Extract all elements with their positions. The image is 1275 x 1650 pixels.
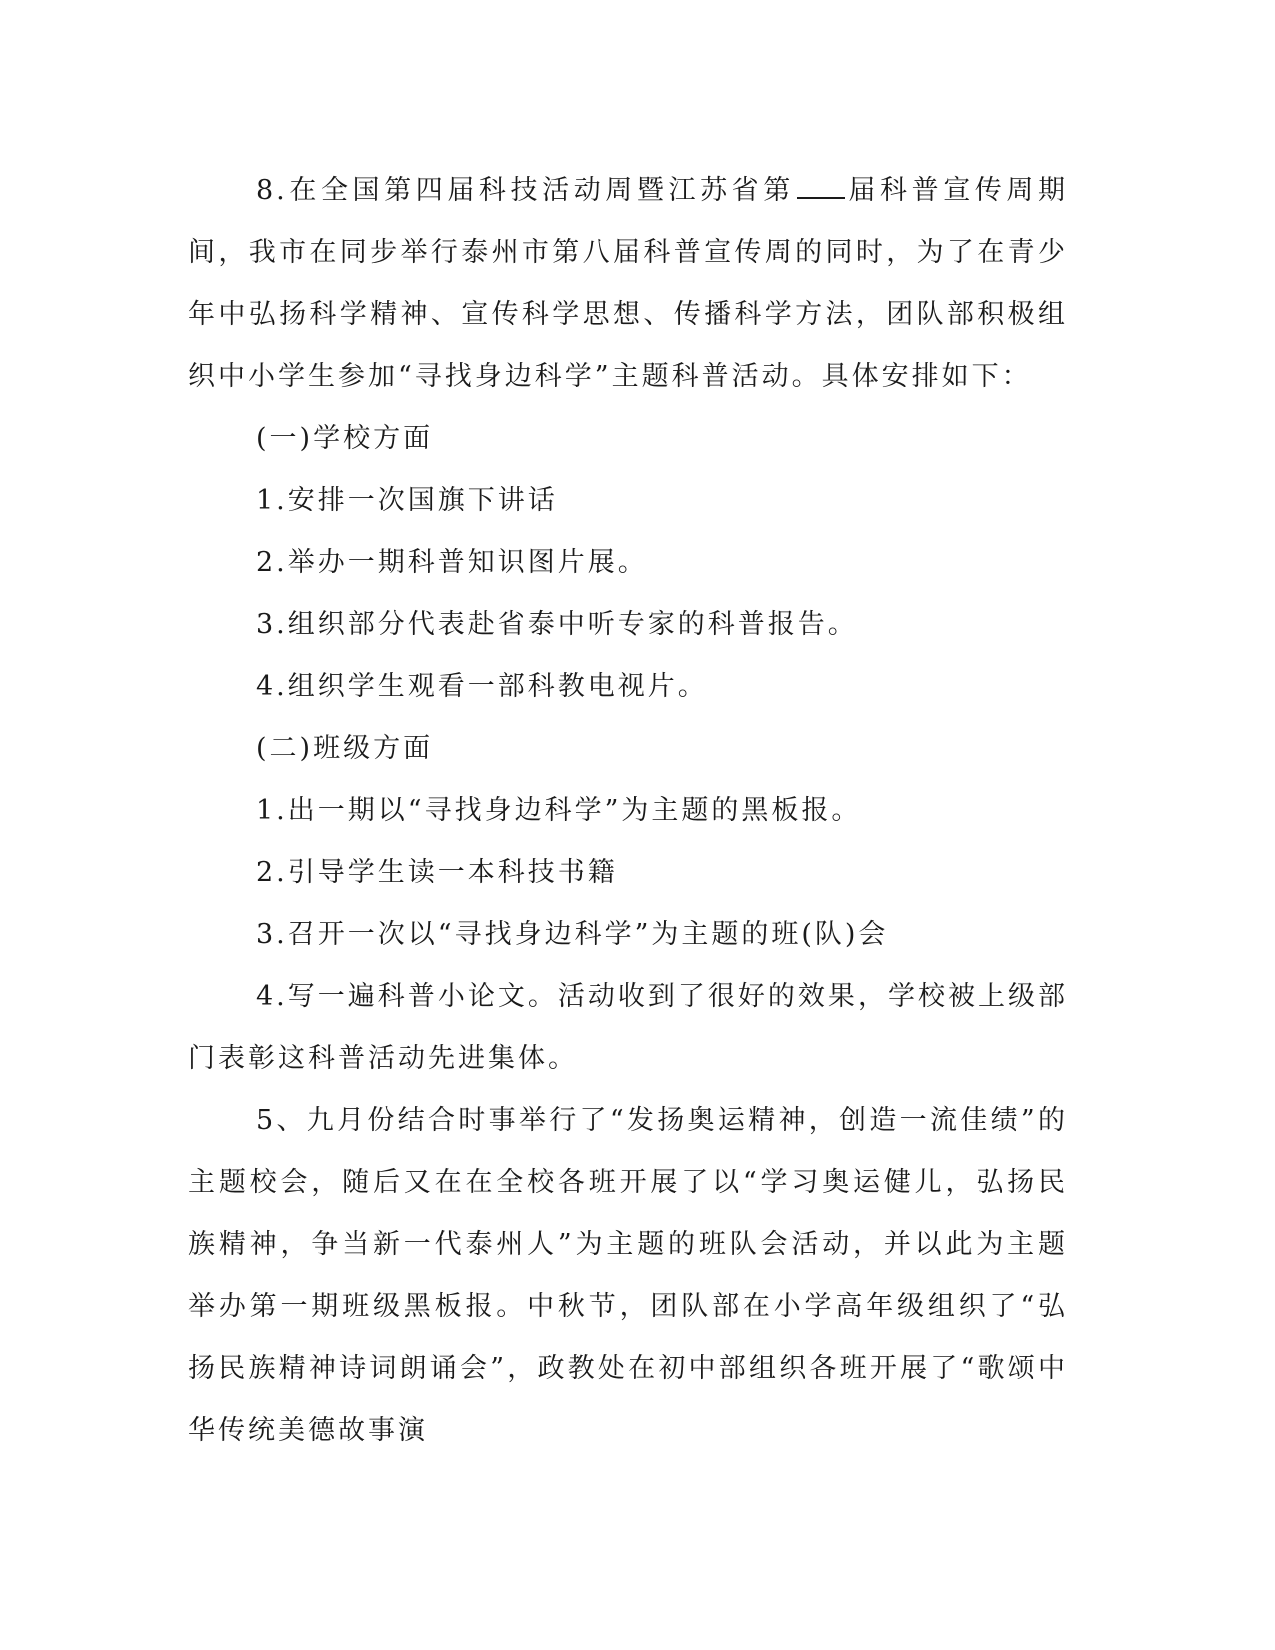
paragraph-science-week-end: 届科普宣传周期间，我市在同步举行泰州市第八届科普宣传周的同时，为了在青少年中弘扬科学精神、宣传科学思想、传播科学方法，团队部积极组织中小学生参加“寻找身边科学”主题科普活动。具体安排如下：	[188, 175, 1068, 392]
list-item-class-4: 4.写一遍科普小论文。活动收到了很好的效果，学校被上级部门表彰这科普活动先进集体。	[188, 981, 1068, 1074]
list-item-school-3: 3.组织部分代表赴省泰中听专家的科普报告。	[256, 609, 858, 640]
list-item-school-1: 1.安排一次国旗下讲话	[256, 485, 558, 516]
list-item-class-1: 1.出一期以“寻找身边科学”为主题的黑板报。	[256, 795, 862, 826]
section-heading-class: (二)班级方面	[256, 733, 434, 764]
list-item-class-2: 2.引导学生读一本科技书籍	[256, 857, 618, 888]
paragraph-science-week-start: 8.在全国第四届科技活动周暨江苏省第	[256, 175, 795, 206]
fill-in-blank	[797, 173, 845, 199]
paragraph-science-week	[188, 160, 1068, 408]
list-item-class-3: 3.召开一次以“寻找身边科学”为主题的班(队)会	[256, 919, 889, 950]
list-item-school-4: 4.组织学生观看一部科教电视片。	[256, 671, 708, 702]
section-heading-school: (一)学校方面	[256, 423, 434, 454]
document-body	[188, 160, 1068, 1462]
paragraph-september-activities: 5、九月份结合时事举行了“发扬奥运精神，创造一流佳绩”的主题校会，随后又在在全校各班开展了以“学习奥运健儿，弘扬民族精神，争当新一代泰州人”为主题的班队会活动，并以此为主题举办第一期班级黑板报。中秋节，团队部在小学高年级组织了“弘扬民族精神诗词朗诵会”，政教处在初中部组织各班开展了“歌颂中华传统美德故事演	[188, 1105, 1068, 1446]
list-item-school-2: 2.举办一期科普知识图片展。	[256, 547, 648, 578]
